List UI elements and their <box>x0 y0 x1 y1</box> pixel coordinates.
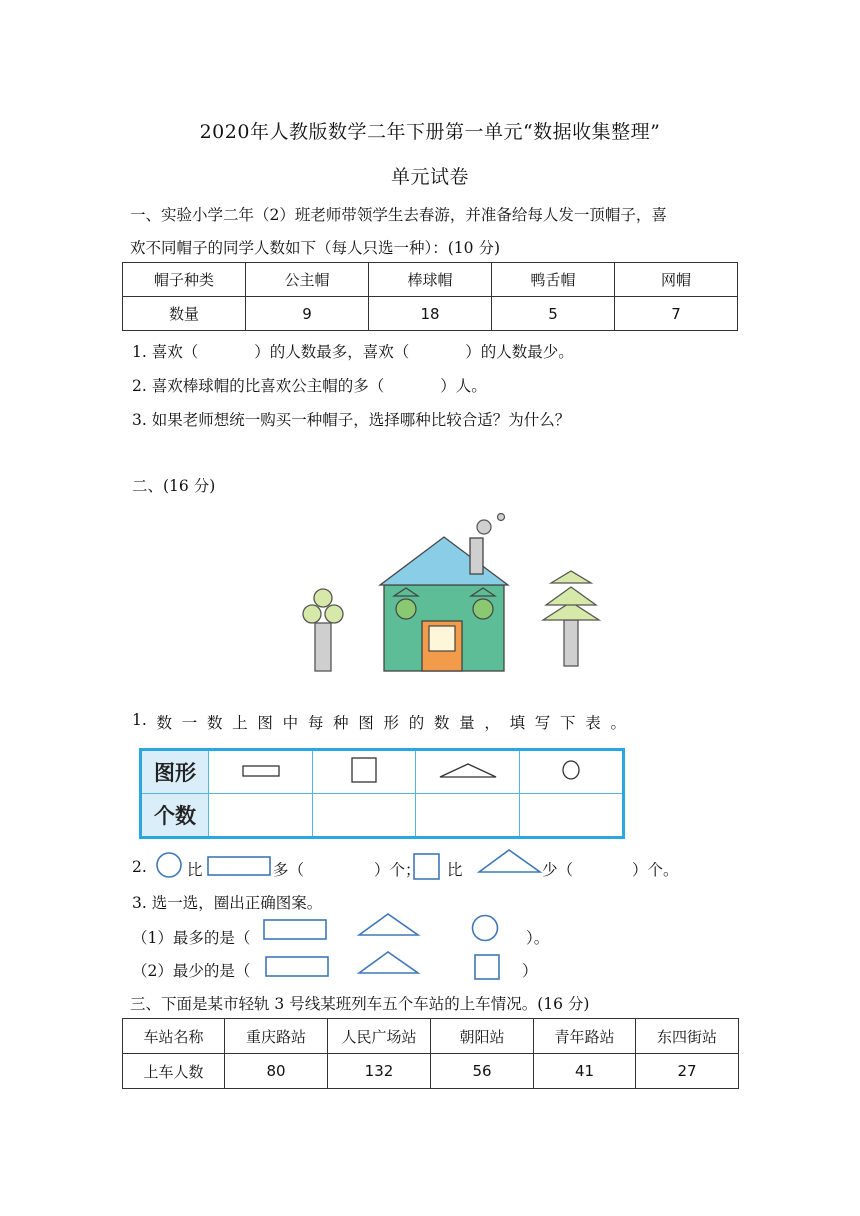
round-tree <box>303 589 343 671</box>
hat-table-value: 5 <box>492 297 615 331</box>
s2-q3-2-label: （2）最少的是（ <box>132 962 251 980</box>
circle-option[interactable] <box>470 913 500 943</box>
count-input-cell[interactable] <box>520 794 624 838</box>
s2-q3-2-close: ） <box>522 962 538 980</box>
rectangle-icon <box>241 764 281 778</box>
s2-q2-compare: 比 <box>187 861 203 879</box>
tree-triangle <box>546 587 596 605</box>
answer-blank[interactable] <box>322 856 372 878</box>
s1-q1 <box>132 340 574 362</box>
s2-q1-char: 种 <box>333 714 349 732</box>
s2-q3-1-close: ）。 <box>526 929 550 947</box>
station-table-value: 41 <box>534 1054 636 1089</box>
s2-q1-char: 每 <box>307 714 324 732</box>
s2-q1-char: 数 <box>206 714 223 732</box>
s2-q1-char: 的 <box>408 714 425 732</box>
s1-q2-part: 2. 喜欢棒球帽的比喜欢公主帽的多（ <box>132 377 385 395</box>
house-roof-triangle <box>380 537 508 585</box>
triangle-icon <box>438 761 498 779</box>
house-illustration <box>295 505 615 680</box>
s2-q3-1-label: （1）最多的是（ <box>132 929 251 947</box>
station-table-header-cell: 朝阳站 <box>431 1019 534 1054</box>
hat-table-row-label: 数量 <box>123 297 246 331</box>
shape-cell-triangle <box>416 750 520 794</box>
station-table-header-cell: 重庆路站 <box>225 1019 328 1054</box>
square-icon <box>412 852 442 882</box>
hat-table-header-cell: 帽子种类 <box>123 263 246 297</box>
s2-q1-char: 下 <box>560 714 576 732</box>
station-table-header-cell: 东四街站 <box>636 1019 739 1054</box>
s2-q1-char: ， <box>484 714 500 732</box>
tree-triangle <box>551 571 591 583</box>
s1-q2-part: ）人。 <box>440 377 487 395</box>
s2-q1-line <box>132 711 626 733</box>
s2-q1-char: 数 <box>156 714 173 732</box>
s2-q1-char: 形 <box>383 714 399 732</box>
chimney-rect <box>470 538 483 574</box>
s2-q3: 3. 选一选，圈出正确图案。 <box>132 894 323 912</box>
s2-q2-more: 多（ <box>273 861 305 879</box>
s2-q1-char: 。 <box>610 714 626 732</box>
tree-circle <box>303 605 321 623</box>
pine-tree <box>543 571 599 666</box>
table-head-shape: 图形 <box>141 750 209 794</box>
s2-q1-char: 上 <box>232 714 248 732</box>
rectangle-icon <box>206 855 272 877</box>
station-table-value: 132 <box>328 1054 431 1089</box>
s2-q2-num: 2. <box>132 858 147 876</box>
s2-q1-char: 中 <box>282 714 299 732</box>
station-table-header-cell: 青年路站 <box>534 1019 636 1054</box>
hat-table-value: 18 <box>369 297 492 331</box>
shape-count-table <box>139 748 625 839</box>
s2-q1-char: 一 <box>181 714 198 732</box>
shape-cell-square <box>313 750 416 794</box>
rectangle-option[interactable] <box>264 955 330 979</box>
station-table-value: 80 <box>225 1054 328 1089</box>
s2-q1-char: 1. <box>132 711 147 729</box>
tree-circle <box>325 605 343 623</box>
station-table-header-cell: 人民广场站 <box>328 1019 431 1054</box>
hat-table-value: 7 <box>615 297 738 331</box>
hat-table <box>122 262 738 331</box>
s2-heading: 二、(16 分) <box>132 477 216 495</box>
s2-q1-char: 填 <box>509 714 526 732</box>
count-input-cell[interactable] <box>313 794 416 838</box>
hat-table-header-cell: 公主帽 <box>246 263 369 297</box>
house <box>380 514 508 672</box>
s2-q2-unit: ）个； <box>374 861 421 879</box>
count-input-cell[interactable] <box>416 794 520 838</box>
hat-table-header-cell: 鸭舌帽 <box>492 263 615 297</box>
s1-q1-part: ）的人数最多，喜欢（ <box>254 343 410 361</box>
page-subtitle: 单元试卷 <box>390 166 469 188</box>
tree-trunk-rect <box>315 623 331 671</box>
count-input-cell[interactable] <box>209 794 313 838</box>
s1-q2 <box>132 374 487 396</box>
triangle-icon <box>477 848 543 874</box>
shape-cell-circle <box>520 750 624 794</box>
answer-blank[interactable] <box>590 856 630 878</box>
triangle-option[interactable] <box>357 911 421 937</box>
smoke-circle <box>477 520 491 534</box>
s2-q1-char: 图 <box>257 714 273 732</box>
s1-q1-part: ）的人数最少。 <box>465 343 574 361</box>
rectangle-option[interactable] <box>262 918 328 942</box>
s2-q2-less: 少（ <box>542 861 574 879</box>
square-option[interactable] <box>473 953 501 981</box>
s1-q1-part: 1. 喜欢（ <box>132 343 199 361</box>
door-window-square <box>429 626 455 651</box>
page-title: 2020年人教版数学二年下册第一单元“数据收集整理” <box>199 121 661 143</box>
window-circle <box>473 599 493 619</box>
triangle-option[interactable] <box>357 949 421 975</box>
table-head-count: 个数 <box>141 794 209 838</box>
station-table-header-cell: 车站名称 <box>123 1019 225 1054</box>
smoke-circle <box>498 514 505 521</box>
window-circle <box>396 599 416 619</box>
circle-icon <box>154 850 184 880</box>
station-table <box>122 1018 739 1089</box>
square-icon <box>350 756 378 784</box>
s2-q2-unit2: ）个。 <box>632 861 679 879</box>
hat-table-header-cell: 棒球帽 <box>369 263 492 297</box>
hat-table-header-cell: 网帽 <box>615 263 738 297</box>
s3-heading: 三、下面是某市轻轨 3 号线某班列车五个车站的上车情况。(16 分) <box>130 995 590 1013</box>
s2-q1-char: 写 <box>534 714 551 732</box>
s2-q1-char: 图 <box>358 714 374 732</box>
s2-q2-compare2: 比 <box>447 861 463 879</box>
s2-q1-char: 量 <box>459 714 475 732</box>
circle-icon <box>560 759 582 781</box>
s2-q1-char: 表 <box>585 714 601 732</box>
tree-circle <box>314 589 332 607</box>
station-table-value: 56 <box>431 1054 534 1089</box>
tree-trunk-rect <box>564 620 578 666</box>
shape-cell-rect <box>209 750 313 794</box>
s1-intro-line2: 欢不同帽子的同学人数如下（每人只选一种）：(10 分) <box>130 239 500 257</box>
s2-q1-char: 数 <box>433 714 450 732</box>
station-table-row-label: 上车人数 <box>123 1054 225 1089</box>
s1-intro-line1: 一、实验小学二年（2）班老师带领学生去春游，并准备给每人发一顶帽子，喜 <box>130 206 667 224</box>
station-table-value: 27 <box>636 1054 739 1089</box>
s1-q3: 3. 如果老师想统一购买一种帽子，选择哪种比较合适？为什么？ <box>132 411 571 429</box>
hat-table-value: 9 <box>246 297 369 331</box>
